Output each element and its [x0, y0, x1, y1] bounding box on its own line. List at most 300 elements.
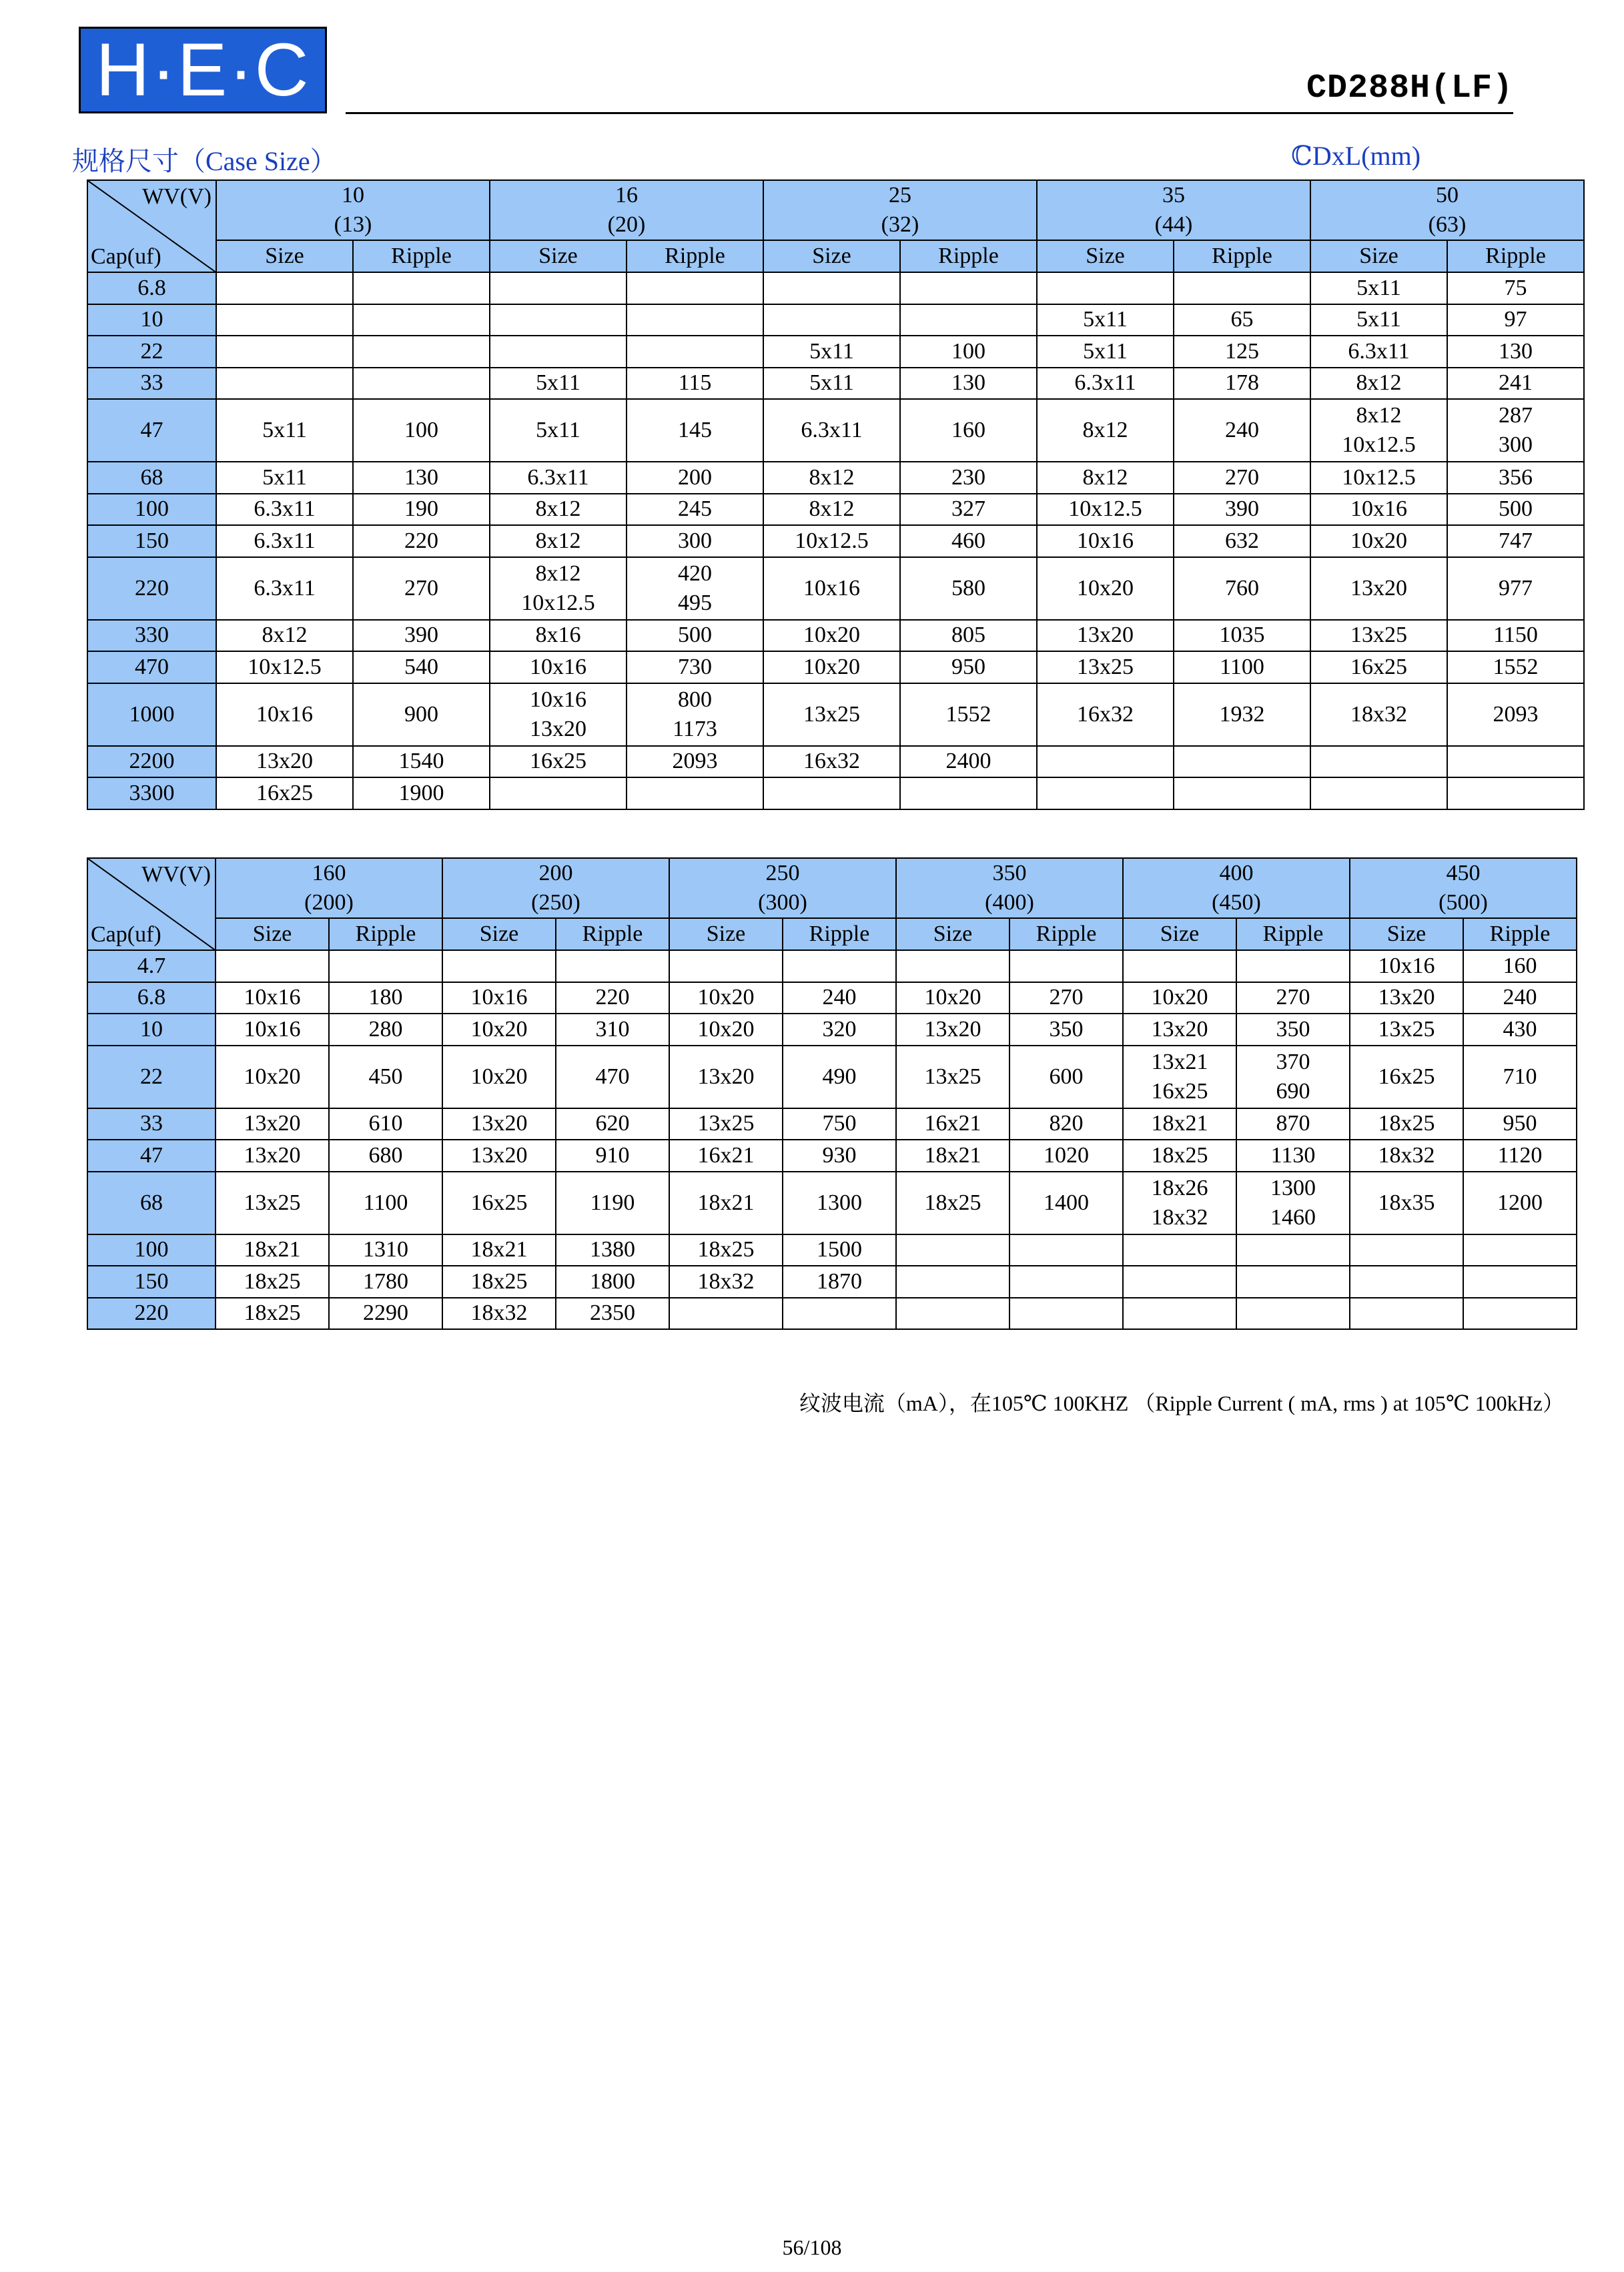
size-cell: [1310, 304, 1447, 336]
ripple-value: 160: [1503, 953, 1537, 978]
ripple-cell: [900, 525, 1037, 557]
working-voltage: 250: [765, 861, 800, 885]
size-value: 10x20: [697, 1016, 755, 1042]
ripple-cell: [1174, 304, 1310, 336]
size-cell: [669, 1234, 783, 1266]
ripple-cell: [1463, 1140, 1577, 1172]
table-row: [87, 525, 1584, 557]
ripple-value: 450: [368, 1064, 403, 1089]
size-cell: [896, 1234, 1009, 1266]
ripple-cell: [1174, 368, 1310, 400]
working-voltage: 160: [312, 861, 346, 885]
ripple-value: 730: [678, 654, 712, 679]
cap-label: Cap(uf): [91, 922, 161, 947]
ripple-cell: [556, 1266, 669, 1298]
size-value: 13x20: [470, 1142, 528, 1168]
size-value: 16x25: [256, 780, 313, 805]
size-value: 13x25: [1077, 654, 1134, 679]
size-cell: [1123, 950, 1236, 982]
size-cell: [490, 683, 627, 746]
ripple-cell: [1447, 525, 1584, 557]
ripple-cell: [783, 1172, 896, 1234]
ripple-value: 632: [1225, 528, 1259, 553]
size-cell: [896, 1266, 1009, 1298]
ripple-value: 270: [1049, 985, 1084, 1010]
ripple-value: 390: [1225, 496, 1259, 522]
size-cell: [1037, 462, 1174, 494]
ripple-value: 977: [1499, 575, 1533, 601]
size-cell: [1037, 336, 1174, 368]
ripple-value: 610: [368, 1111, 403, 1136]
size-cell: [490, 399, 627, 462]
size-value: 8x12: [1356, 370, 1402, 396]
ripple-cell: [353, 304, 490, 336]
size-value: 10x16: [244, 985, 301, 1010]
table-row: [87, 304, 1584, 336]
ripple-cell: [1463, 982, 1577, 1014]
size-cell: [216, 620, 353, 652]
page-number: 56/108: [782, 2235, 842, 2259]
ripple-value: 1540: [398, 749, 444, 774]
working-voltage: 25: [889, 183, 911, 208]
ripple-cell: [1009, 982, 1123, 1014]
ripple-value: 350: [1049, 1016, 1084, 1042]
capacitance-cell: 220: [87, 557, 216, 620]
ripple-value: 356: [1499, 464, 1533, 490]
size-header: Size: [763, 240, 900, 272]
size-value: 6.3x11: [254, 528, 316, 553]
size-cell: [490, 494, 627, 526]
ripple-cell: [353, 462, 490, 494]
ripple-cell: [783, 1298, 896, 1330]
size-value: 6.3x11: [254, 575, 316, 601]
size-cell: [216, 982, 329, 1014]
size-value: 5x11: [262, 464, 307, 490]
ripple-value: 350: [1276, 1016, 1310, 1042]
ripple-cell: [1009, 1046, 1123, 1108]
size-cell: [669, 1014, 783, 1046]
table-row: [87, 336, 1584, 368]
size-cell: [442, 1172, 556, 1234]
ripple-value: 460: [951, 528, 985, 553]
ripple-cell: [783, 1046, 896, 1108]
table-row: [87, 368, 1584, 400]
ripple-value: 870: [1276, 1111, 1310, 1136]
ripple-header: Ripple: [627, 240, 763, 272]
ripple-value: 1035: [1219, 623, 1265, 648]
size-value: 18x25: [470, 1268, 528, 1294]
surge-voltage: (32): [881, 212, 919, 237]
ripple-cell: [329, 950, 442, 982]
surge-voltage: (44): [1154, 212, 1193, 237]
ripple-cell: [783, 1140, 896, 1172]
ripple-value: 1380: [590, 1237, 635, 1262]
size-header: Size: [896, 918, 1009, 950]
size-cell: [763, 494, 900, 526]
ripple-cell: [1174, 620, 1310, 652]
ripple-cell: [627, 777, 763, 809]
table-row: [87, 462, 1584, 494]
size-cell: [442, 1046, 556, 1108]
ripple-value: 950: [951, 654, 985, 679]
size-cell: [216, 525, 353, 557]
table-row: [87, 1172, 1577, 1234]
size-cell: [1310, 272, 1447, 304]
ripple-cell: [900, 557, 1037, 620]
size-value: 16x25: [1350, 654, 1407, 679]
ripple-cell: [1174, 494, 1310, 526]
size-cell: [216, 1172, 329, 1234]
size-cell: [896, 1140, 1009, 1172]
ripple-value: 1100: [1220, 654, 1264, 679]
ripple-value: 710: [1503, 1064, 1537, 1089]
ripple-cell: [783, 1108, 896, 1140]
surge-voltage: (63): [1428, 212, 1467, 237]
surge-voltage: (300): [758, 890, 807, 915]
ripple-value: 1932: [1219, 701, 1265, 727]
ripple-value: 240: [1503, 985, 1537, 1010]
ripple-cell: [900, 304, 1037, 336]
size-value: 13x20: [1378, 985, 1435, 1010]
size-value: 6.3x11: [801, 418, 863, 442]
ripple-cell: [1236, 1014, 1350, 1046]
size-value: 13x25: [1350, 623, 1407, 648]
size-cell: [1310, 525, 1447, 557]
working-voltage: 50: [1436, 183, 1459, 208]
ripple-value: 220: [595, 985, 630, 1010]
size-cell: [1123, 1266, 1236, 1298]
ripple-value: 500: [678, 623, 712, 648]
ripple-cell: [1174, 651, 1310, 683]
size-value: 18x32: [1151, 1204, 1208, 1230]
size-header: Size: [1350, 918, 1463, 950]
size-value: 10x12.5: [521, 590, 595, 615]
size-value: 10x20: [924, 985, 981, 1010]
size-cell: [1350, 1046, 1463, 1108]
size-value: 10x20: [803, 623, 860, 648]
capacitance-cell: 3300: [87, 777, 216, 809]
size-cell: [669, 950, 783, 982]
voltage-header: [763, 180, 1037, 240]
wv-label: WV(V): [142, 184, 212, 209]
ripple-header: Ripple: [1447, 240, 1584, 272]
size-value: 13x20: [1151, 1016, 1208, 1042]
size-cell: [1123, 1172, 1236, 1234]
size-cell: [763, 746, 900, 778]
ripple-value: 1460: [1270, 1204, 1316, 1230]
size-cell: [216, 683, 353, 746]
unit-note: ℂDxL(mm): [1291, 141, 1421, 171]
ripple-value: 300: [678, 528, 712, 553]
size-cell: [1123, 1046, 1236, 1108]
size-cell: [1350, 1234, 1463, 1266]
size-cell: [490, 368, 627, 400]
ripple-cell: [1463, 1014, 1577, 1046]
size-cell: [1350, 1266, 1463, 1298]
size-cell: [490, 557, 627, 620]
ripple-value: 1780: [363, 1268, 408, 1294]
capacitance-cell: 10: [87, 304, 216, 336]
ripple-cell: [1447, 777, 1584, 809]
size-value: 16x25: [530, 749, 586, 774]
size-cell: [490, 304, 627, 336]
ripple-cell: [900, 368, 1037, 400]
size-cell: [1310, 399, 1447, 462]
ripple-cell: [556, 1140, 669, 1172]
size-cell: [763, 462, 900, 494]
size-value: 10x20: [803, 654, 860, 679]
size-cell: [1037, 494, 1174, 526]
ripple-cell: [1463, 1108, 1577, 1140]
size-cell: [216, 1140, 329, 1172]
size-cell: [763, 683, 900, 746]
size-cell: [1037, 777, 1174, 809]
size-cell: [1123, 1108, 1236, 1140]
ripple-value: 240: [822, 985, 857, 1010]
size-value: 8x16: [535, 623, 581, 648]
surge-voltage: (13): [334, 212, 372, 237]
ripple-cell: [1009, 1140, 1123, 1172]
size-cell: [1037, 525, 1174, 557]
size-value: 18x25: [697, 1237, 755, 1262]
ripple-cell: [353, 336, 490, 368]
size-cell: [1310, 336, 1447, 368]
ripple-cell: [627, 525, 763, 557]
ripple-value: 178: [1225, 370, 1259, 396]
size-value: 8x12: [1356, 403, 1402, 428]
ripple-cell: [1463, 1266, 1577, 1298]
ripple-cell: [556, 1172, 669, 1234]
ripple-value: 910: [595, 1142, 630, 1168]
ripple-header: Ripple: [900, 240, 1037, 272]
ripple-value: 180: [368, 985, 403, 1010]
size-cell: [216, 1014, 329, 1046]
ripple-cell: [329, 1108, 442, 1140]
ripple-current-note: 纹波电流（mA），在105℃ 100KHZ （Ripple Current ( mA, rms ) at 105℃ 100kHz）: [799, 1391, 1564, 1415]
sub-header-row: [87, 240, 1584, 272]
ripple-cell: [1236, 1108, 1350, 1140]
size-cell: [216, 746, 353, 778]
ripple-header: Ripple: [556, 918, 669, 950]
ripple-cell: [627, 272, 763, 304]
capacitance-cell: 33: [87, 368, 216, 400]
size-value: 16x25: [470, 1190, 528, 1215]
ripple-value: 1100: [363, 1190, 408, 1215]
size-value: 13x25: [1378, 1016, 1435, 1042]
size-value: 10x16: [530, 654, 586, 679]
ripple-value: 310: [595, 1016, 630, 1042]
size-cell: [1310, 651, 1447, 683]
size-cell: [1310, 620, 1447, 652]
ripple-cell: [329, 1046, 442, 1108]
size-value: 10x16: [1077, 528, 1134, 553]
ripple-value: 1800: [590, 1268, 635, 1294]
ripple-value: 950: [1503, 1111, 1537, 1136]
size-cell: [669, 1140, 783, 1172]
table-row: [87, 1298, 1577, 1330]
ripple-value: 1120: [1497, 1142, 1543, 1168]
working-voltage: 400: [1219, 861, 1254, 885]
size-value: 13x25: [697, 1111, 755, 1136]
size-cell: [1310, 683, 1447, 746]
size-value: 8x12: [535, 560, 581, 586]
size-value: 8x12: [809, 464, 855, 490]
size-value: 10x20: [697, 985, 755, 1010]
ripple-cell: [353, 651, 490, 683]
voltage-header: [216, 858, 442, 918]
capacitance-cell: 470: [87, 651, 216, 683]
ripple-cell: [329, 1014, 442, 1046]
ripple-cell: [627, 746, 763, 778]
voltage-header: [1037, 180, 1310, 240]
table-row: [87, 746, 1584, 778]
ripple-cell: [556, 1234, 669, 1266]
size-value: 10x12.5: [1342, 432, 1416, 457]
size-value: 16x21: [924, 1111, 981, 1136]
ripple-cell: [353, 368, 490, 400]
ripple-cell: [1174, 746, 1310, 778]
ripple-value: 190: [404, 496, 438, 522]
size-value: 10x16: [530, 687, 586, 712]
size-value: 18x21: [1151, 1111, 1208, 1136]
ripple-value: 390: [404, 623, 438, 648]
capacitance-cell: 33: [87, 1108, 216, 1140]
working-voltage: 450: [1446, 861, 1481, 885]
size-cell: [442, 950, 556, 982]
size-cell: [490, 525, 627, 557]
ripple-cell: [1236, 1140, 1350, 1172]
size-cell: [216, 950, 329, 982]
size-cell: [216, 1234, 329, 1266]
table-row: [87, 1266, 1577, 1298]
ripple-cell: [1447, 368, 1584, 400]
size-cell: [763, 304, 900, 336]
voltage-header: [216, 180, 490, 240]
ripple-cell: [900, 620, 1037, 652]
ripple-cell: [1174, 683, 1310, 746]
capacitance-cell: 47: [87, 399, 216, 462]
size-value: 13x20: [1350, 575, 1407, 601]
ripple-cell: [1447, 399, 1584, 462]
ripple-cell: [1174, 336, 1310, 368]
ripple-cell: [556, 950, 669, 982]
ripple-cell: [783, 1014, 896, 1046]
size-value: 13x20: [530, 716, 586, 741]
size-value: 10x16: [256, 701, 313, 727]
size-cell: [1350, 1014, 1463, 1046]
voltage-header: [896, 858, 1123, 918]
ripple-value: 245: [678, 496, 712, 522]
size-cell: [1123, 1140, 1236, 1172]
size-value: 16x32: [1077, 701, 1134, 727]
ripple-cell: [353, 557, 490, 620]
ripple-cell: [556, 1298, 669, 1330]
capacitance-cell: 150: [87, 525, 216, 557]
size-value: 13x20: [1077, 623, 1134, 648]
size-cell: [1310, 494, 1447, 526]
ripple-cell: [556, 1108, 669, 1140]
ripple-cell: [627, 651, 763, 683]
size-value: 18x32: [697, 1268, 755, 1294]
ripple-cell: [353, 272, 490, 304]
voltage-header: [669, 858, 896, 918]
size-cell: [763, 651, 900, 683]
size-value: 10x20: [1077, 575, 1134, 601]
ripple-cell: [1174, 525, 1310, 557]
surge-voltage: (500): [1439, 890, 1488, 915]
ripple-cell: [1447, 683, 1584, 746]
ripple-cell: [353, 525, 490, 557]
ripple-value: 1130: [1270, 1142, 1316, 1168]
size-value: 8x12: [1082, 418, 1128, 442]
size-cell: [1350, 982, 1463, 1014]
ripple-value: 97: [1504, 307, 1527, 332]
corner-header: [87, 180, 216, 272]
size-value: 18x32: [470, 1300, 528, 1326]
ripple-value: 1552: [1493, 654, 1539, 679]
ripple-value: 495: [678, 590, 712, 615]
ripple-cell: [627, 557, 763, 620]
size-cell: [1037, 557, 1174, 620]
ripple-cell: [627, 683, 763, 746]
capacitance-cell: 10: [87, 1014, 216, 1046]
size-cell: [1037, 272, 1174, 304]
ripple-cell: [329, 1298, 442, 1330]
size-value: 13x21: [1151, 1049, 1208, 1074]
ripple-value: 270: [404, 575, 438, 601]
table-row: [87, 1140, 1577, 1172]
ripple-cell: [627, 368, 763, 400]
capacitance-cell: 330: [87, 620, 216, 652]
size-cell: [442, 1014, 556, 1046]
ripple-cell: [1174, 462, 1310, 494]
table-row: [87, 494, 1584, 526]
size-cell: [763, 525, 900, 557]
voltage-header: [1350, 858, 1577, 918]
size-cell: [1310, 746, 1447, 778]
size-cell: [216, 651, 353, 683]
size-cell: [1037, 304, 1174, 336]
size-cell: [490, 620, 627, 652]
ripple-value: 1870: [817, 1268, 862, 1294]
size-value: 8x12: [809, 496, 855, 522]
cap-label: Cap(uf): [91, 244, 161, 269]
size-value: 10x12.5: [248, 654, 322, 679]
ripple-cell: [556, 1046, 669, 1108]
capacitance-cell: 100: [87, 494, 216, 526]
size-value: 8x12: [535, 496, 581, 522]
ripple-cell: [900, 336, 1037, 368]
ripple-cell: [1174, 557, 1310, 620]
size-cell: [896, 1298, 1009, 1330]
size-cell: [1037, 683, 1174, 746]
size-value: 10x16: [1350, 496, 1407, 522]
size-value: 16x32: [803, 749, 860, 774]
size-value: 18x21: [697, 1190, 755, 1215]
ripple-value: 75: [1504, 275, 1527, 300]
ripple-value: 760: [1225, 575, 1259, 601]
size-cell: [1310, 462, 1447, 494]
capacitance-cell: 22: [87, 336, 216, 368]
size-cell: [490, 272, 627, 304]
size-cell: [442, 1108, 556, 1140]
size-value: 18x32: [1350, 701, 1407, 727]
ripple-value: 130: [951, 370, 985, 396]
size-cell: [896, 982, 1009, 1014]
size-cell: [216, 399, 353, 462]
ripple-cell: [353, 494, 490, 526]
ripple-cell: [329, 1140, 442, 1172]
